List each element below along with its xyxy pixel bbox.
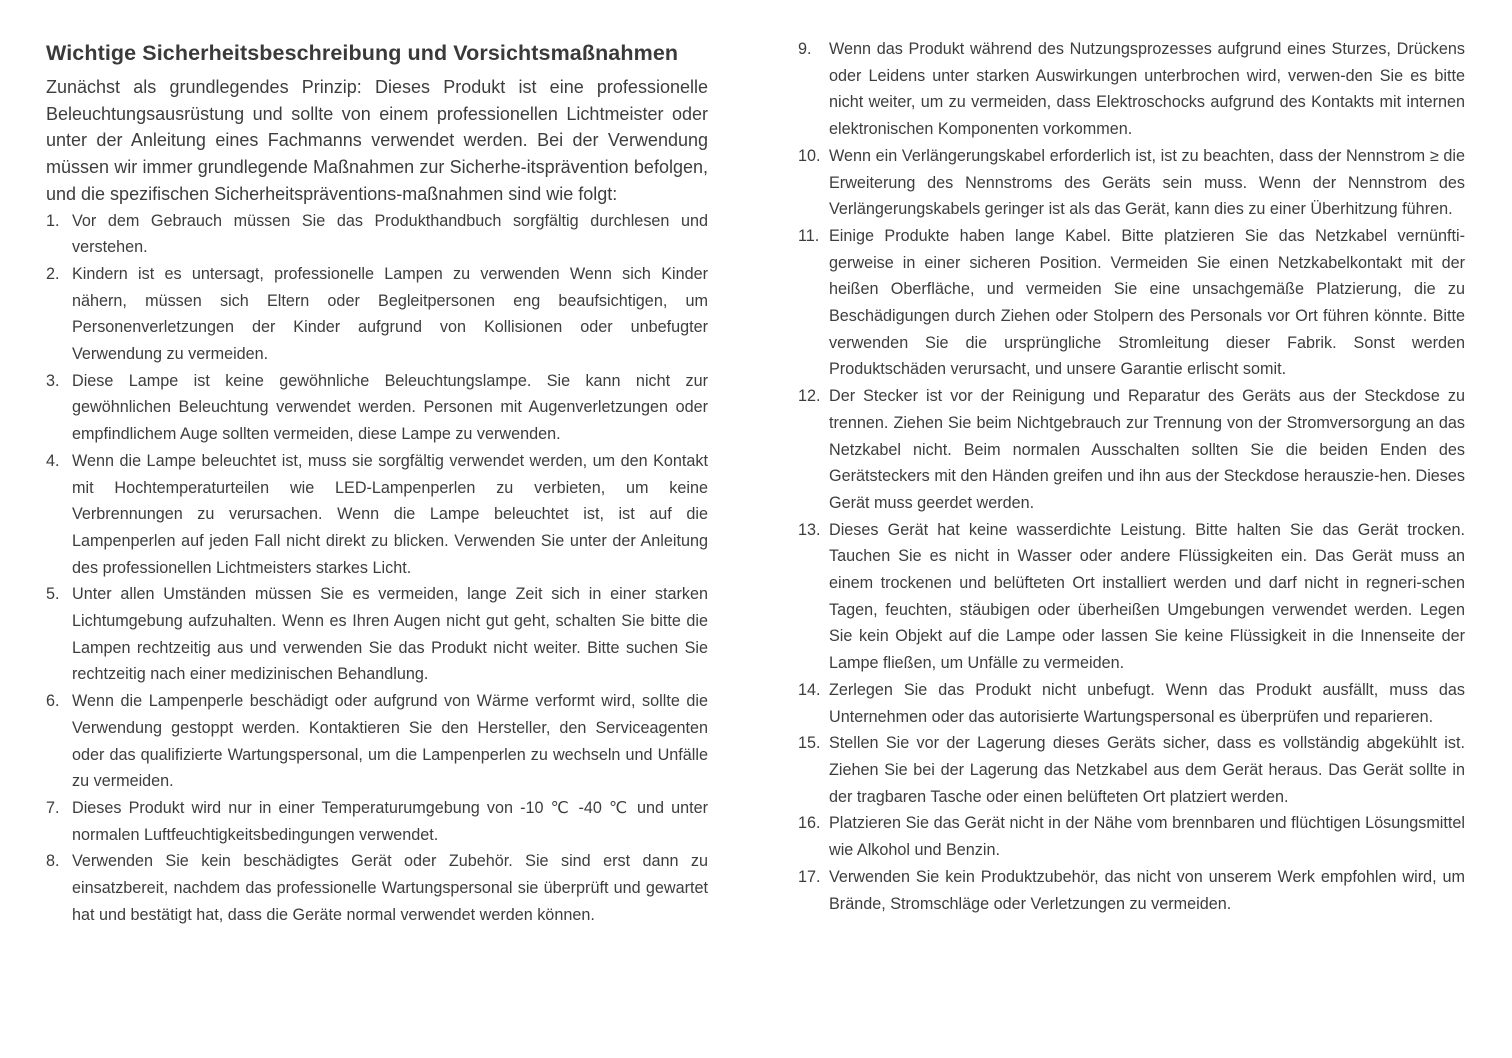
item-number: 13.	[798, 520, 821, 539]
list-item	[798, 223, 1465, 383]
item-number: 9.	[798, 40, 812, 58]
item-text: Diese Lampe ist keine gewöhnliche Beleuchtungslampe. Sie kann nicht zur gewöhnlichen Beleuchtung verwendet werden. Personen mit Augenverletzungen oder empfindlichem Auge sollten vermeiden, diese Lampe zu verwenden.	[72, 371, 708, 444]
item-number: 5.	[46, 585, 60, 604]
list-item	[798, 143, 1465, 223]
item-text: Dieses Produkt wird nur in einer Temperaturumgebung von -10 ℃ -40 ℃ und unter normalen Luftfeuchtigkeitsbedingungen verwendet.	[72, 798, 708, 844]
page-title: Wichtige Sicherheitsbeschreibung und Vorsichtsmaßnahmen	[46, 41, 679, 65]
item-text: Wenn die Lampenperle beschädigt oder aufgrund von Wärme verformt wird, sollte die Verwendung gestoppt werden. Kontaktieren Sie den Hersteller, den Serviceagenten oder das qualifizierte Wartungspersonal, um die Lampenperlen zu wechseln und Unfälle zu vermeiden.	[72, 692, 708, 791]
list-item	[46, 688, 708, 795]
item-number: 2.	[46, 264, 60, 283]
item-text: Kindern ist es untersagt, professionelle Lampen zu verwenden Wenn sich Kinder nähern, müssen sich Eltern oder Begleitpersonen eng beaufsichtigen, um Personenverletzungen der Kinder aufgrund von Kollisionen oder unbefugter Verwendung zu vermeiden.	[72, 264, 708, 364]
item-text: Dieses Gerät hat keine wasserdichte Leistung. Bitte halten Sie das Gerät trocken. Tauchen Sie es nicht in Wasser oder andere Flüssigkeiten ein. Das Gerät muss an einem trockenen und belüfteten Ort installiert werden und darf nicht in regneri-schen Tagen, feuchten, stäubigen oder überheißen Umgebungen verwendet werden. Legen Sie kein Objekt auf die Lampe oder lassen Sie keine Flüssigkeit in die Innenseite der Lampe fließen, um Unfälle zu vermeiden.	[829, 520, 1465, 673]
item-number: 6.	[46, 692, 60, 711]
item-number: 14.	[798, 680, 821, 699]
list-item	[46, 848, 708, 928]
list-item	[798, 36, 1465, 143]
right-column	[798, 36, 1465, 917]
list-item	[798, 810, 1465, 863]
safety-list-left	[46, 208, 708, 929]
item-text: Wenn ein Verlängerungskabel erforderlich ist, ist zu beachten, dass der Nennstrom ≥ die Erweiterung des Nennstroms des Geräts sein muss. Wenn der Nennstrom des Verlängerungskabels geringer ist als das Gerät, kann dies zu einer Überhitzung führen.	[829, 146, 1465, 219]
item-text: Zerlegen Sie das Produkt nicht unbefugt. Wenn das Produkt ausfällt, muss das Unternehmen oder das autorisierte Wartungspersonal es überprüfen und reparieren.	[829, 680, 1465, 726]
list-item	[46, 261, 708, 368]
item-text: Verwenden Sie kein beschädigtes Gerät oder Zubehör. Sie sind erst dann zu einsatzbereit, nachdem das professionelle Wartungspersonal sie überprüft und gewartet hat und bestätigt hat, dass die Geräte normal verwendet werden können.	[72, 852, 708, 924]
item-number: 7.	[46, 798, 60, 817]
list-item	[46, 368, 708, 448]
item-number: 12.	[798, 387, 821, 406]
item-number: 8.	[46, 852, 60, 871]
item-text: Wenn das Produkt während des Nutzungsprozesses aufgrund eines Sturzes, Drückens oder Leidens unter starken Auswirkungen unterbrochen wird, verwen-den Sie es bitte nicht weiter, um zu vermeiden, dass Elektroschocks aufgrund des Kontakts mit internen elektronischen Komponenten vorkommen.	[829, 40, 1465, 139]
item-number: 16.	[798, 814, 821, 833]
item-number: 17.	[798, 867, 821, 886]
item-text: Unter allen Umständen müssen Sie es vermeiden, lange Zeit sich in einer starken Lichtumgebung aufzuhalten. Wenn es Ihren Augen nicht gut geht, schalten Sie bitte die Lampen rechtzeitig aus und verwenden Sie das Produkt nicht weiter. Bitte suchen Sie rechtzeitig nach einer medizinischen Behandlung.	[72, 585, 708, 684]
list-item	[798, 864, 1465, 917]
item-number: 15.	[798, 734, 821, 753]
list-item	[798, 517, 1465, 677]
item-text: Der Stecker ist vor der Reinigung und Reparatur des Geräts aus der Steckdose zu trennen. Ziehen Sie beim Nichtgebrauch zur Trennung von der Stromversorgung an das Netzkabel nicht. Beim normalen Ausschalten sollten Sie die beiden Enden des Gerätsteckers mit den Händen greifen und ihn aus der Steckdose herauszie-hen. Dieses Gerät muss geerdet werden.	[829, 387, 1465, 512]
intro-paragraph: Zunächst als grundlegendes Prinzip: Dieses Produkt ist eine professionelle Beleuchtungsausrüstung und sollte von einem professionellen Lichtmeister oder unter der Anleitung eines Fachmanns verwendet werden. Bei der Verwendung müssen wir immer grundlegende Maßnahmen zur Sicherhe-itsprävention befolgen, und die spezifischen Sicherheitspräventions-maßnahmen sind wie folgt:	[46, 77, 708, 204]
item-text: Wenn die Lampe beleuchtet ist, muss sie sorgfältig verwendet werden, um den Kontakt mit Hochtemperaturteilen wie LED-Lampenperlen zu verbieten, um keine Verbrennungen zu verursachen. Wenn die Lampe beleuchtet ist, ist auf die Lampenperlen auf jeden Fall nicht direkt zu blicken. Verwenden Sie unter der Anleitung des professionellen Lichtmeisters starkes Licht.	[72, 451, 708, 577]
item-text: Stellen Sie vor der Lagerung dieses Geräts sicher, dass es vollständig abgekühlt ist. Ziehen Sie bei der Lagerung das Netzkabel aus dem Gerät heraus. Das Gerät sollte in der tragbaren Tasche oder einen belüfteten Ort platziert werden.	[829, 734, 1465, 806]
item-text: Vor dem Gebrauch müssen Sie das Produkthandbuch sorgfältig durchlesen und verstehen.	[72, 211, 708, 257]
item-number: 1.	[46, 211, 60, 230]
item-text: Einige Produkte haben lange Kabel. Bitte platzieren Sie das Netzkabel vernünfti-gerweise in einer sicheren Position. Vermeiden Sie einen Netzkabelkontakt mit der heißen Oberfläche, und vermeiden Sie eine unsachgemäße Platzierung, die zu Beschädigungen durch Ziehen oder Stolpern des Personals vor Ort führen könnte. Bitte verwenden Sie die ursprüngliche Stromleitung dieser Fabrik. Sonst werden Produktschäden verursacht, und unsere Garantie erlischt somit.	[829, 226, 1465, 379]
left-column	[46, 38, 708, 929]
list-item	[46, 208, 708, 261]
list-item	[798, 677, 1465, 730]
list-item	[798, 730, 1465, 810]
item-text: Verwenden Sie kein Produktzubehör, das nicht von unserem Werk empfohlen wird, um Brände, Stromschläge oder Verletzungen zu vermeiden.	[829, 867, 1465, 913]
item-number: 3.	[46, 371, 60, 390]
list-item	[46, 448, 708, 582]
item-text: Platzieren Sie das Gerät nicht in der Nähe vom brennbaren und flüchtigen Lösungsmittel wie Alkohol und Benzin.	[829, 814, 1465, 860]
item-number: 11.	[798, 226, 820, 245]
item-number: 10.	[798, 146, 821, 165]
list-item	[798, 383, 1465, 517]
item-number: 4.	[46, 451, 60, 470]
list-item	[46, 795, 708, 848]
safety-list-right	[798, 36, 1465, 917]
list-item	[46, 581, 708, 688]
